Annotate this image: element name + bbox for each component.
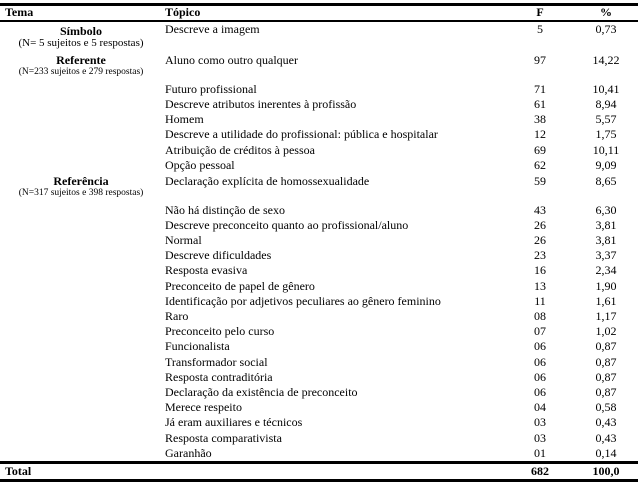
percent-cell: 2,34	[595, 263, 617, 277]
frequency-cell: 26	[534, 218, 546, 232]
percent-cell: 1,90	[595, 279, 617, 293]
table-row	[0, 370, 638, 385]
topic-cell: Descreve a utilidade do profissional: pública e hospitalar	[165, 127, 438, 141]
percent-cell: 0,73	[595, 22, 617, 36]
topic-cell: Transformador social	[165, 355, 268, 369]
topic-cell: Resposta evasiva	[165, 263, 248, 277]
topic-cell: Declaração explícita de homossexualidade	[165, 174, 370, 188]
table-row	[0, 143, 638, 158]
topic-cell: Identificação por adjetivos peculiares ao gênero feminino	[165, 294, 441, 308]
percent-cell: 10,11	[592, 143, 620, 157]
table-row	[0, 385, 638, 400]
table-row	[0, 324, 638, 339]
frequency-cell: 07	[534, 324, 546, 338]
total-label: Total	[5, 464, 32, 478]
table-row	[0, 203, 638, 218]
table-row	[0, 294, 638, 309]
percent-cell: 0,87	[595, 370, 617, 384]
frequency-cell: 26	[534, 233, 546, 247]
topic-cell: Futuro profissional	[165, 82, 257, 96]
topic-cell: Descreve atributos inerentes à profissão	[165, 97, 357, 111]
topic-cell: Não há distinção de sexo	[165, 203, 285, 217]
topic-cell: Preconceito pelo curso	[165, 324, 275, 338]
frequency-cell: 04	[534, 400, 546, 414]
total-pct: 100,0	[592, 464, 620, 478]
topic-cell: Merece respeito	[165, 400, 242, 414]
table-row	[0, 53, 638, 68]
frequency-cell: 16	[534, 263, 546, 277]
frequency-cell: 01	[534, 446, 546, 460]
table-row	[0, 400, 638, 415]
percent-cell: 3,81	[595, 233, 617, 247]
table-row	[0, 82, 638, 97]
frequency-cell: 5	[537, 22, 543, 36]
table-row	[0, 309, 638, 324]
percent-cell: 8,94	[595, 97, 617, 111]
topic-cell: Descreve dificuldades	[165, 248, 272, 262]
percent-cell: 3,37	[595, 248, 617, 262]
frequency-cell: 97	[534, 53, 546, 67]
frequency-cell: 06	[534, 385, 546, 399]
frequency-cell: 11	[534, 294, 546, 308]
frequency-cell: 06	[534, 355, 546, 369]
percent-cell: 5,57	[595, 112, 617, 126]
frequency-cell: 69	[534, 143, 546, 157]
table-row	[0, 279, 638, 294]
frequency-cell: 59	[534, 174, 546, 188]
theme-name: Referente	[56, 53, 106, 67]
frequency-cell: 71	[534, 82, 546, 96]
total-f: 682	[531, 464, 549, 478]
topic-cell: Resposta contraditória	[165, 370, 273, 384]
frequency-cell: 61	[534, 97, 546, 111]
percent-cell: 8,65	[595, 174, 617, 188]
header-tema: Tema	[5, 5, 34, 19]
theme-note: (N=233 sujeitos e 279 respostas)	[18, 67, 144, 77]
percent-cell: 1,61	[595, 294, 617, 308]
table-row	[0, 431, 638, 446]
frequency-cell: 06	[534, 339, 546, 353]
percent-cell: 1,75	[595, 127, 617, 141]
frequency-cell: 03	[534, 415, 546, 429]
header-topico: Tópico	[165, 5, 201, 19]
theme-note: (N= 5 sujeitos e 5 respostas)	[18, 37, 144, 49]
header-f: F	[536, 5, 544, 19]
percent-cell: 0,87	[595, 339, 617, 353]
topic-cell: Preconceito de papel de gênero	[165, 279, 315, 293]
topic-cell: Opção pessoal	[165, 158, 235, 172]
topic-cell: Garanhão	[165, 446, 212, 460]
table-row	[0, 22, 638, 37]
table-row	[0, 263, 638, 278]
percent-cell: 3,81	[595, 218, 617, 232]
table-row	[0, 248, 638, 263]
topic-cell: Raro	[165, 309, 189, 323]
table-row	[0, 127, 638, 142]
percent-cell: 0,43	[595, 415, 617, 429]
table-row	[0, 339, 638, 354]
frequency-cell: 43	[534, 203, 546, 217]
total-row	[0, 464, 638, 479]
topic-cell: Homem	[165, 112, 204, 126]
topic-cell: Normal	[165, 233, 202, 247]
theme-name: Referência	[53, 174, 109, 188]
topic-cell: Funcionalista	[165, 339, 230, 353]
frequency-cell: 38	[534, 112, 546, 126]
percent-cell: 14,22	[592, 53, 620, 67]
frequency-cell: 13	[534, 279, 546, 293]
percent-cell: 1,02	[595, 324, 617, 338]
header-pct: %	[600, 5, 612, 19]
percent-cell: 1,17	[595, 309, 617, 323]
percent-cell: 9,09	[595, 158, 617, 172]
percent-cell: 0,14	[595, 446, 617, 460]
topic-cell: Atribuição de créditos à pessoa	[165, 143, 315, 157]
table-row	[0, 446, 638, 461]
table-row	[0, 174, 638, 189]
percent-cell: 0,43	[595, 431, 617, 445]
frequency-cell: 62	[534, 158, 546, 172]
table-row	[0, 158, 638, 173]
percent-cell: 10,41	[592, 82, 620, 96]
topic-cell: Já eram auxiliares e técnicos	[165, 415, 303, 429]
table-row	[0, 112, 638, 127]
topic-cell: Descreve a imagem	[165, 22, 260, 36]
table-row	[0, 233, 638, 248]
table-row	[0, 97, 638, 112]
table-bottom-rule	[0, 479, 638, 482]
theme-name: Símbolo	[59, 24, 102, 38]
frequency-cell: 23	[534, 248, 546, 262]
table-row	[0, 415, 638, 430]
topic-cell: Resposta comparativista	[165, 431, 282, 445]
topic-cell: Descreve preconceito quanto ao profissional/aluno	[165, 218, 409, 232]
table-row	[0, 218, 638, 233]
theme-note: (N=317 sujeitos e 398 respostas)	[18, 188, 144, 198]
percent-cell: 0,87	[595, 355, 617, 369]
frequency-cell: 12	[534, 127, 546, 141]
topic-cell: Declaração da existência de preconceito	[165, 385, 358, 399]
percent-cell: 0,87	[595, 385, 617, 399]
table-row	[0, 355, 638, 370]
frequency-cell: 06	[534, 370, 546, 384]
percent-cell: 0,58	[595, 400, 617, 414]
frequency-cell: 03	[534, 431, 546, 445]
frequency-cell: 08	[534, 309, 546, 323]
percent-cell: 6,30	[595, 203, 617, 217]
topic-cell: Aluno como outro qualquer	[165, 53, 298, 67]
